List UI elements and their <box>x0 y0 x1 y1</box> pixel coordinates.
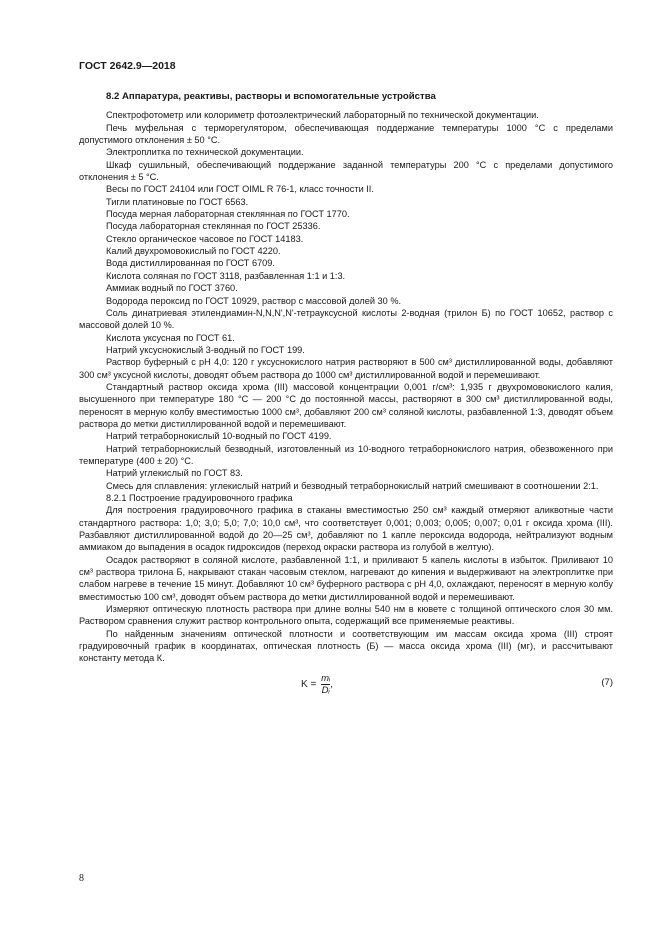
paragraph: Посуда мерная лабораторная стеклянная по ГОСТ 1770. <box>106 209 350 220</box>
paragraph: Стекло органическое часовое по ГОСТ 14183. <box>106 233 304 244</box>
formula-denominator: Dᵢ <box>321 684 330 696</box>
paragraph: Весы по ГОСТ 24104 или ГОСТ OIML R 76-1, класс точности II. <box>106 184 374 195</box>
paragraph: Раствор буферный с рН 4,0: 120 г уксуснокислого натрия растворяют в 500 см³ дистиллированной воды, добавляют 300 см³ уксусной кислоты, доводят объем раствора до 1000 см³ дистиллированной водой и перемешивают. <box>79 357 613 380</box>
paragraph: Осадок растворяют в соляной кислоте, разбавленной 1:1, и приливают 5 капель кислоты в избыток. Приливают 10 см³ раствора трилона Б, накрывают стакан часовым стеклом, нагревают до кипения и выдерживают на электроплитке при слабом нагреве в течение 15 минут. Добавляют 10 см³ буферного раствора с рН 4,0, охлаждают, переносят в мерную колбу вместимостью 100 см³, доводят объем раствора до метки дистиллированной водой и перемешивают. <box>79 554 613 602</box>
document-header: ГОСТ 2642.9—2018 <box>79 60 176 72</box>
paragraph: Шкаф сушильный, обеспечивающий поддержание заданной температуры 200 °С с пределами допустимого отклонения ± 5 °С. <box>79 159 613 183</box>
formula-fraction <box>321 673 330 696</box>
page-number: 8 <box>79 873 84 884</box>
paragraph: Кислота соляная по ГОСТ 3118, разбавленная 1:1 и 1:3. <box>106 270 346 281</box>
paragraph: Натрий тетраборнокислый 10-водный по ГОСТ 4199. <box>106 431 332 442</box>
formula-number: (7) <box>601 676 613 688</box>
paragraph: Для построения градуировочного графика в стаканы вместимостью 250 см³ каждый отмеряют аликвотные части стандартного раствора: 1,0; 3,0; 5,0; 7,0; 10,0 см³, что соответствует 0,001; 0,003; 0,005; 0,007; 0,01 г оксида хрома (III). Разбавляют дистиллированной водой до 20—25 см³, добавляют по 1 капле пероксида водорода, нейтрализуют водным аммиаком до выпадения в осадок гидроксидов (переход окраски раствора из голубой в желтую). <box>79 505 613 553</box>
paragraph: Натрий углекислый по ГОСТ 83. <box>106 468 243 479</box>
paragraph: Печь муфельная с терморегулятором, обеспечивающая поддержание температуры 1000 °С с пределами допустимого отклонения ± 50 °С. <box>79 122 613 146</box>
paragraph: Кислота уксусная по ГОСТ 61. <box>106 332 235 343</box>
paragraph: Тигли платиновые по ГОСТ 6563. <box>106 196 249 207</box>
page-body <box>79 91 613 701</box>
paragraph: Смесь для сплавления: углекислый натрий и безводный тетраборнокислый натрий смешивают в соотношении 2:1. <box>106 480 599 491</box>
paragraph: По найденным значениям оптической плотности и соответствующим им массам оксида хрома (III) строят градуировочный график в координатах, оптическая плотность (Б) — масса оксида хрома (III) (мг), и рассчитывают константу метода К. <box>79 628 613 664</box>
subsection-title: 8.2.1 Построение градуировочного графика <box>106 493 293 503</box>
paragraph: Соль динатриевая этилендиамин-N,N,N',N'-тетрауксусной кислоты 2-водная (трилон Б) по ГОСТ 10652, раствор с массовой долей 10 %. <box>79 307 613 331</box>
paragraph: Натрий уксуснокислый 3-водный по ГОСТ 199. <box>106 344 305 355</box>
formula-expression <box>301 673 333 696</box>
paragraph: Калий двухромовокислый по ГОСТ 4220. <box>106 246 281 257</box>
paragraph: Посуда лабораторная стеклянная по ГОСТ 25336. <box>106 221 321 232</box>
paragraph: Вода дистиллированная по ГОСТ 6709. <box>106 258 275 269</box>
formula-7 <box>79 667 613 701</box>
formula-trail: , <box>330 678 333 690</box>
formula-lhs: K <box>301 678 308 690</box>
paragraph: Водорода пероксид по ГОСТ 10929, раствор с массовой долей 30 %. <box>106 295 402 306</box>
section-title: 8.2 Аппаратура, реактивы, растворы и вспомогательные устройства <box>106 91 436 102</box>
paragraph: Стандартный раствор оксида хрома (III) массовой концентрации 0,001 г/см³: 1,935 г двухромовокислого калия, высушенного при температуре 180 °С — 200 °С до постоянной массы, растворяют в 300 см³ дистиллированной воды, переносят в мерную колбу вместимостью 1000 см³, добавляют 200 см³ соляной кислоты, разбавленной 1:3, доводят объем раствора до метки дистиллированной водой и перемешивают. <box>79 381 613 429</box>
paragraph: Аммиак водный по ГОСТ 3760. <box>106 283 238 294</box>
paragraph: Спектрофотометр или колориметр фотоэлектрический лабораторный по технической документации. <box>106 110 539 121</box>
paragraph: Измеряют оптическую плотность раствора при длине волны 540 нм в кювете с толщиной оптического слоя 30 мм. Раствором сравнения служит раствор контрольного опыта, содержащий все применяемые реактивы. <box>79 604 613 627</box>
paragraph: Электроплитка по технической документации. <box>106 147 304 158</box>
formula-numerator: mᵢ <box>321 672 331 684</box>
formula-equals: = <box>310 678 317 690</box>
paragraph: Натрий тетраборнокислый безводный, изготовленный из 10-водного тетраборнокислого натрия, обезвоженного при температуре (400 ± 20) °С. <box>79 443 613 466</box>
